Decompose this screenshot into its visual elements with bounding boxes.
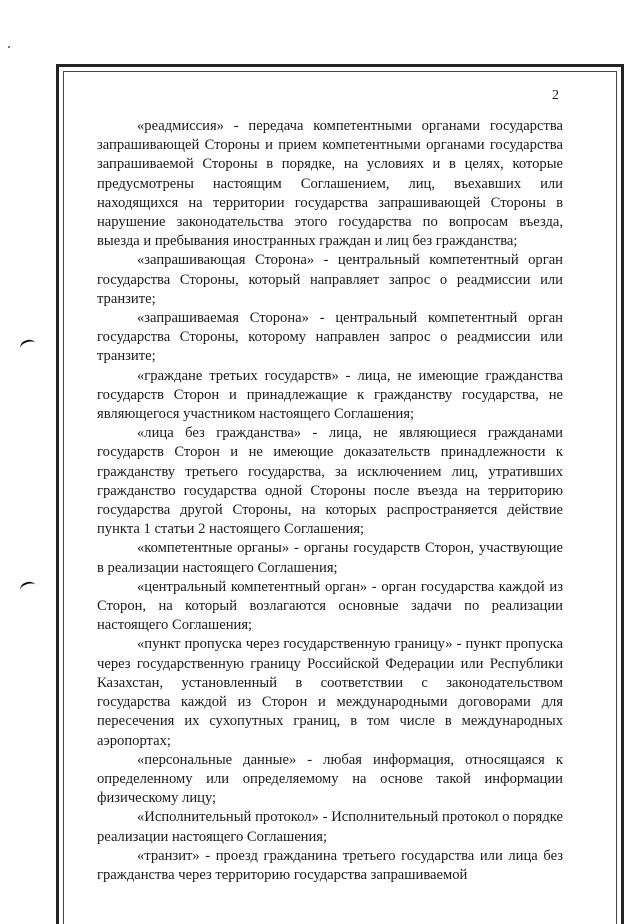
paragraph-stateless-persons: «лица без гражданства» - лица, не являющиеся гражданами государств Сторон и не имеющие доказательств принадлежности к гражданству третьего государства, за исключением лиц, утративших гражданство государства одной Стороны после въезда на территорию государства другой Стороны, на которых распространяется действие пункта 1 статьи 2 настоящего Соглашения; <box>97 425 563 538</box>
paragraph-central-authority: «центральный компетентный орган» - орган государства каждой из Сторон, на который возлагаются основные задачи по реализации настоящего Соглашения; <box>97 578 563 634</box>
binding-hole-mark <box>19 338 38 354</box>
paragraph-personal-data: «персональные данные» - любая информация, относящаяся к определенному или определяемому на основе такой информации физическому лицу; <box>97 751 563 807</box>
paragraph-readmission: «реадмиссия» - передача компетентными органами государства запрашивающей Стороны и прием компетентными органами государства запрашиваемой Стороны в порядке, на условиях и в целях, которые предусмотрены настоящим Соглашением, лиц, въехавших или находящихся на территории государства запрашивающей Стороны в нарушение законодательства этого государства по вопросам въезда, выезда и пребывания иностранных граждан и лиц без гражданства; <box>97 118 563 250</box>
paragraph-competent-authorities: «компетентные органы» - органы государств Сторон, участвующие в реализации настоящего Соглашения; <box>97 540 563 576</box>
paragraph-transit: «транзит» - проезд гражданина третьего государства или лица без гражданства через территорию государства запрашиваемой <box>97 847 563 883</box>
paragraph-executive-protocol: «Исполнительный протокол» - Исполнительный протокол о порядке реализации настоящего Соглашения; <box>97 809 563 845</box>
binding-hole-mark <box>19 580 38 596</box>
paragraph-third-country-nationals: «граждане третьих государств» - лица, не имеющие гражданства государств Сторон и принадлежащие к гражданству государства, не являющегося участником настоящего Соглашения; <box>97 367 563 423</box>
paragraph-requesting-party: «запрашивающая Сторона» - центральный компетентный орган государства Стороны, который направляет запрос о реадмиссии или транзите; <box>97 252 563 307</box>
paragraph-border-checkpoint: «пункт пропуска через государственную границу» - пункт пропуска через государственную границу Российской Федерации или Республики Казахстан, установленный в соответствии с законодательством государства каждой из Сторон и международными договорами для пересечения их сухопутных границ, в том числе в международных аэропортах; <box>97 636 563 749</box>
page-number: 2 <box>552 88 559 103</box>
document-body <box>97 117 563 885</box>
paragraph-requested-party: «запрашиваемая Сторона» - центральный компетентный орган государства Стороны, которому направлен запрос о реадмиссии или транзите; <box>97 310 563 365</box>
scan-speck <box>8 46 10 48</box>
